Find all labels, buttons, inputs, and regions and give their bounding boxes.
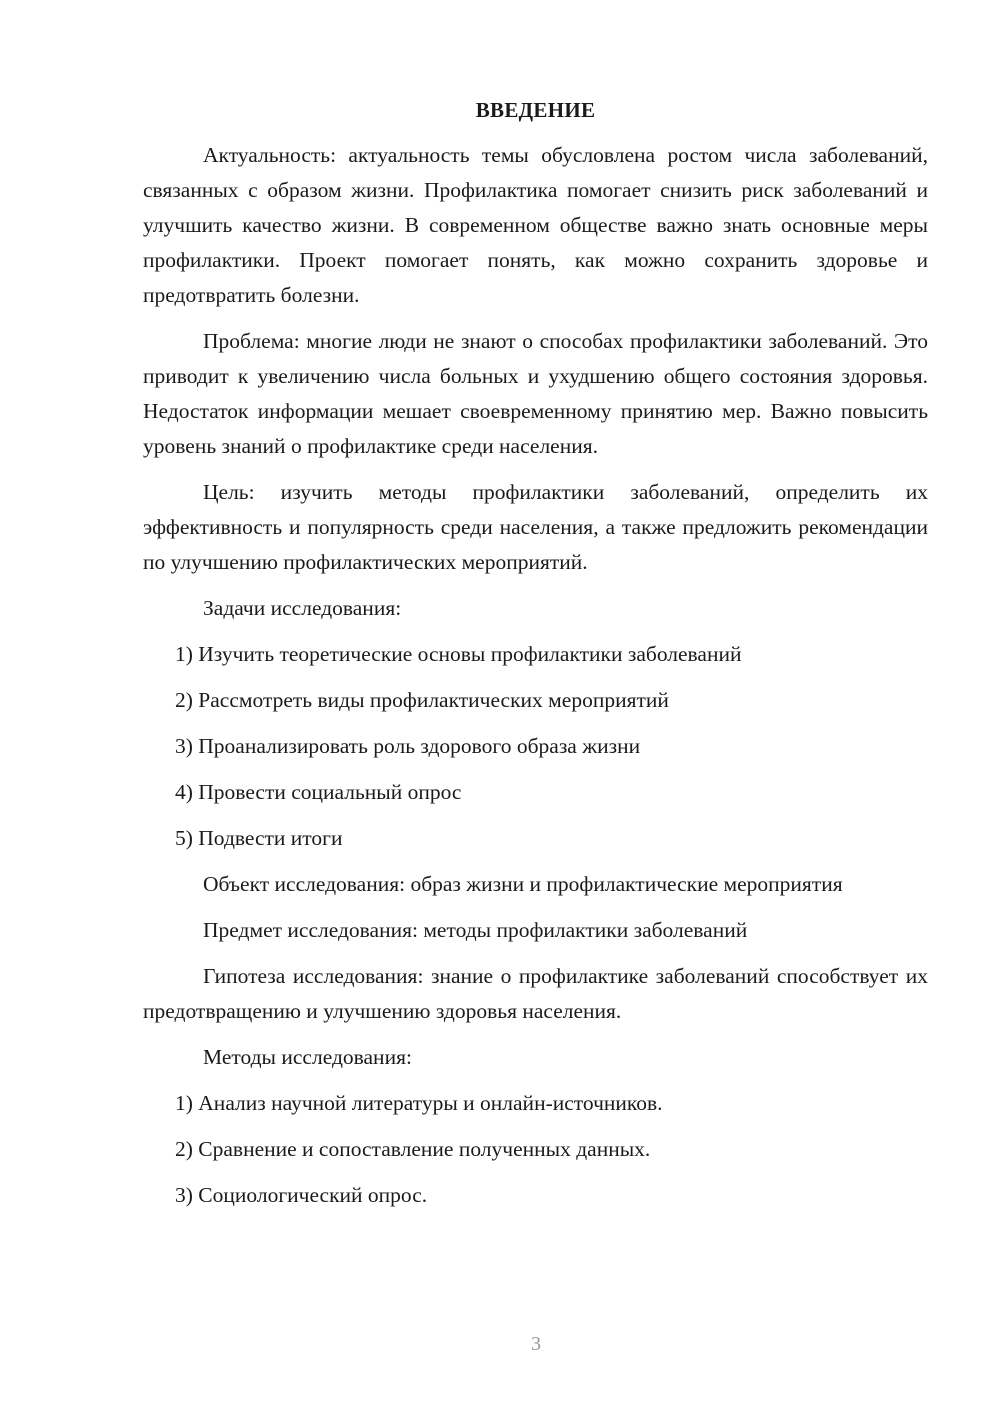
methods-list: [143, 1086, 928, 1213]
list-item: 2) Рассмотреть виды профилактических мероприятий: [175, 688, 669, 712]
page-number: 3: [531, 1333, 541, 1355]
list-item: 1) Анализ научной литературы и онлайн-источников.: [175, 1091, 663, 1115]
methods-label: Методы исследования:: [203, 1045, 412, 1069]
page-title: ВВЕДЕНИЕ: [475, 98, 596, 122]
goal-paragraph: Цель: изучить методы профилактики заболеваний, определить их эффективность и популярность среди населения, а также предложить рекомендации по улучшению профилактических мероприятий.: [143, 480, 928, 574]
list-item: 2) Сравнение и сопоставление полученных данных.: [175, 1137, 651, 1161]
relevance-paragraph: Актуальность: актуальность темы обусловлена ростом числа заболеваний, связанных с образом жизни. Профилактика помогает снизить риск заболеваний и улучшить качество жизни. В современном обществе важно знать основные меры профилактики. Проект помогает понять, как можно сохранить здоровье и предотвратить болезни.: [143, 143, 928, 307]
hypothesis-paragraph: Гипотеза исследования: знание о профилактике заболеваний способствует их предотвращению и улучшению здоровья населения.: [143, 964, 928, 1023]
tasks-label: Задачи исследования:: [203, 596, 402, 620]
document-page: [143, 93, 928, 1224]
problem-paragraph: Проблема: многие люди не знают о способах профилактики заболеваний. Это приводит к увеличению числа больных и ухудшению общего состояния здоровья. Недостаток информации мешает своевременному принятию мер. Важно повысить уровень знаний о профилактике среди населения.: [143, 329, 928, 458]
list-item: 1) Изучить теоретические основы профилактики заболеваний: [175, 642, 742, 666]
list-item: 5) Подвести итоги: [175, 826, 343, 850]
list-item: 3) Проанализировать роль здорового образа жизни: [175, 734, 641, 758]
tasks-list: [143, 637, 928, 856]
list-item: 4) Провести социальный опрос: [175, 780, 462, 804]
list-item: 3) Социологический опрос.: [175, 1183, 428, 1207]
object-paragraph: Объект исследования: образ жизни и профилактические мероприятия: [203, 872, 843, 896]
subject-paragraph: Предмет исследования: методы профилактики заболеваний: [203, 918, 748, 942]
